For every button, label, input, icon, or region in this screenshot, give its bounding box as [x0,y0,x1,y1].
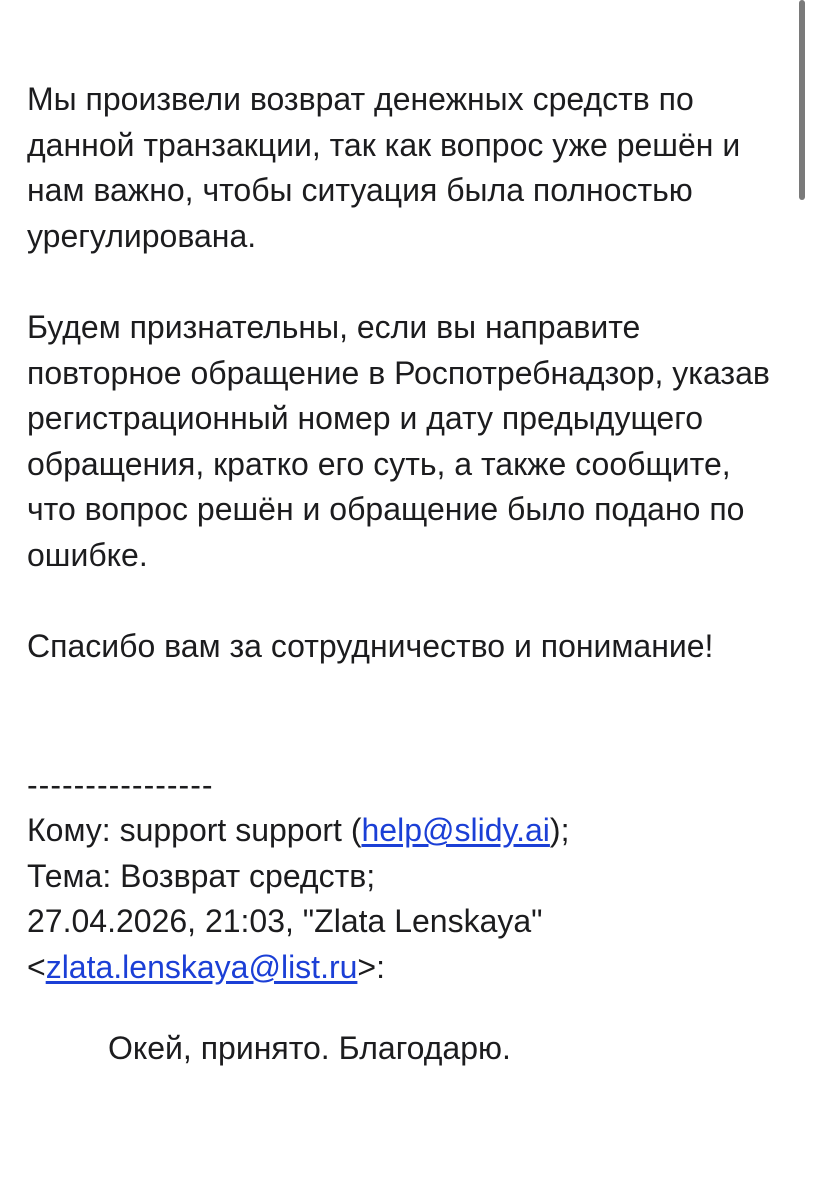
sender-email-link[interactable]: zlata.lenskaya@list.ru [45,948,358,985]
sender-suffix: >: [357,948,385,985]
date-sender-line: 27.04.2026, 21:03, "Zlata Lenskaya" [27,903,543,939]
sender-prefix: < [27,948,46,985]
recipient-suffix: ); [549,812,570,848]
recipient-label: Кому: support support ( [27,812,362,848]
subject-line: Тема: Возврат средств; [27,857,376,894]
recipient-line [27,808,787,854]
quoted-header [27,808,787,990]
email-body [27,77,787,1072]
paragraph-spacer [27,259,787,305]
paragraph-spacer [27,670,787,763]
request-paragraph: Будем признательны, если вы направите повторное обращение в Роспотребнадзор, указав регистрационный номер и дату предыдущего обращения, кратко его суть, а также сообщите, что вопрос решён и обращение было подано по ошибке. [27,309,770,573]
quoted-reply: Окей, принято. Благодарю. [108,1030,511,1066]
sender-email-line [27,945,787,991]
thanks-paragraph: Спасибо вам за сотрудничество и понимание! [27,628,714,664]
scrollbar[interactable] [799,0,805,200]
recipient-email-link[interactable]: help@slidy.ai [361,812,550,848]
paragraph-spacer [27,578,787,624]
quote-separator: ---------------- [27,766,214,803]
refund-paragraph: Мы произвели возврат денежных средств по данной транзакции, так как вопрос уже решён и нам важно, чтобы ситуация была полностью урегулирована. [27,81,741,254]
